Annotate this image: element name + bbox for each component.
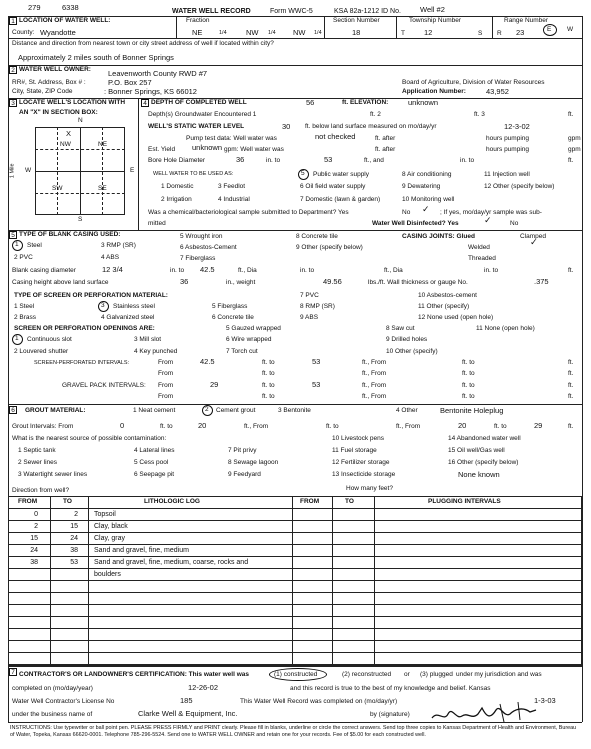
pump-gpm: gpm [568, 135, 581, 142]
use-11: 11 Injection well [484, 171, 530, 178]
gravel-ft-to-3: ft. to [262, 393, 275, 400]
grout-ft-to: ft. to [160, 423, 173, 430]
quarter-3: NW [293, 28, 306, 37]
grout-intervals-label: Grout Intervals: From [12, 423, 74, 430]
casing-height-label: Casing height above land surface [12, 279, 109, 286]
pump-test-value: not checked [315, 132, 356, 141]
casing-type-label: TYPE OF BLANK CASING USED: [19, 231, 121, 238]
gravel-ft-to: ft. to [262, 382, 275, 389]
signature [430, 700, 540, 724]
mile-label: 1 Mile [9, 163, 16, 179]
contam-5: 5 Cess pool [134, 459, 169, 466]
disinfected-yes-check: ✓ [484, 216, 492, 226]
depth-label: DEPTH OF COMPLETED WELL [151, 99, 247, 106]
log-row-from: 15 [30, 535, 38, 542]
yield-ft-after: ft. after [375, 146, 396, 153]
perf-ft-to-4: ft. to [462, 370, 475, 377]
section-4-number: 4 [141, 99, 149, 107]
contam-other-value: None known [458, 470, 500, 479]
log-header-lithologic: LITHOLOGIC LOG [144, 498, 200, 505]
board-label: Board of Agriculture, Division of Water Resources [402, 79, 545, 86]
bore-label: Bore Hole Diameter [148, 157, 206, 164]
casing-9: 9 Other (specify below) [296, 244, 363, 251]
bore-diameter: 36 [236, 155, 245, 164]
grout-ft-from-2: ft., From [396, 423, 421, 430]
section-number-label: Section Number [333, 17, 380, 24]
grout-2-number: 2 [205, 406, 209, 413]
screen-6: 6 Concrete tile [212, 314, 254, 321]
locate-label: LOCATE WELL'S LOCATION WITH [19, 99, 126, 106]
screen-12: 12 None used (open hole) [418, 314, 494, 321]
address-label: RR#, St. Address, Box # : [12, 79, 86, 86]
yield-rest: gpm: Well water was [224, 146, 284, 153]
use-3: 3 Feedlot [218, 183, 246, 190]
cert-true: and this record is true to the best of my knowledge and belief. Kansas [290, 685, 491, 692]
casing-1-number: 1 [15, 241, 19, 248]
chem-mitted: mitted [148, 220, 166, 227]
quarter-1: NE [192, 28, 203, 37]
fraction-label: Fraction [186, 17, 210, 24]
grid-e: E [130, 167, 135, 174]
joints-threaded: Threaded [468, 255, 496, 262]
owner-value: Leavenworth County RWD #7 [108, 69, 208, 78]
quarter-2: NW [246, 28, 259, 37]
section-3-number: 3 [9, 99, 17, 107]
static-level-label: WELL'S STATIC WATER LEVEL [148, 123, 245, 130]
contam-6: 6 Seepage pit [134, 471, 175, 478]
grout-ft-to-2: ft. to [326, 423, 339, 430]
bore-to: 53 [324, 155, 333, 164]
section-number: 18 [352, 28, 361, 37]
screen-11: 11 Other (specify) [418, 303, 470, 310]
grid-se: SE [98, 185, 107, 192]
township-value: 12 [424, 28, 433, 37]
gw-ft2: ft. 2 [370, 111, 381, 118]
pump-ft-after: ft. after [375, 135, 396, 142]
contam-9: 9 Feedyard [228, 471, 261, 478]
bore-ft-end: ft. [568, 157, 574, 164]
application-value: 43,952 [486, 87, 509, 96]
elevation-value: unknown [408, 98, 439, 107]
elevation-label: ft. ELEVATION: [342, 99, 389, 106]
contam-12: 12 Fertilizer storage [332, 459, 390, 466]
range-label: Range Number [504, 17, 549, 24]
gravel-from-label: From [158, 382, 174, 389]
township-s: S [478, 30, 483, 37]
range-e: E [547, 26, 552, 33]
grid-s: S [78, 216, 83, 223]
screen-7: 7 PVC [300, 292, 319, 299]
casing-in-to: in. to [170, 267, 185, 274]
joints-welded: Welded [468, 244, 490, 251]
contam-7: 7 Pit privy [228, 447, 257, 454]
opening-1-label: Continuous slot [27, 336, 72, 343]
log-row-from: 0 [34, 511, 38, 518]
license-label: Water Well Contractor's License No [12, 698, 115, 705]
well-number: Well #2 [420, 5, 445, 14]
log-row-from: 2 [34, 523, 38, 530]
log-row-to: 53 [70, 559, 78, 566]
county-label: County: [12, 29, 35, 36]
log-row-description: Sand and gravel, fine, medium [94, 547, 189, 554]
log-row-description: Clay, black [94, 523, 128, 530]
opening-3: 3 Mill slot [134, 336, 162, 343]
contam-16: 16 Other (specify below) [448, 459, 519, 466]
casing-ft-dia-2: ft., Dia [384, 267, 403, 274]
contam-14: 14 Abandoned water well [448, 435, 521, 442]
perf-ft-to: ft. to [262, 359, 275, 366]
use-4: 4 Industrial [218, 196, 250, 203]
grout-from-3: 20 [458, 421, 467, 430]
use-7: 7 Domestic (lawn & garden) [300, 196, 381, 203]
casing-height: 36 [180, 277, 189, 286]
use-2: 2 Irrigation [161, 196, 192, 203]
screen-1: 1 Steel [14, 303, 35, 310]
gravel-ft-to-4: ft. to [462, 393, 475, 400]
log-row-to: 15 [70, 523, 78, 530]
gw-ft3: ft. 3 [474, 111, 485, 118]
log-row-from: 38 [30, 559, 38, 566]
screen-material-label: TYPE OF SCREEN OR PERFORATION MATERIAL: [14, 292, 168, 299]
contam-10: 10 Livestock pens [332, 435, 385, 442]
grout-other-value: Bentonite Holeplug [440, 406, 504, 415]
quarter-unit-3: 1/4 [314, 30, 322, 36]
cert-or: or [404, 671, 410, 678]
use-label: WELL WATER TO BE USED AS: [153, 171, 234, 177]
depth-value: 56 [306, 98, 315, 107]
log-row-description: boulders [94, 571, 121, 578]
grout-3: 3 Bentonite [278, 407, 311, 414]
bore-in-to-2: in. to [460, 157, 475, 164]
perf-to: 53 [312, 357, 321, 366]
application-label: Application Number: [402, 88, 466, 95]
log-header-from-2: FROM [300, 498, 320, 505]
screen-5: 5 Fiberglass [212, 303, 248, 310]
use-12: 12 Other (specify below) [484, 183, 555, 190]
casing-wall-label: lbs./ft. Wall thickness or gauge No. [368, 279, 468, 286]
completed-label: completed on (mo/day/year) [12, 685, 93, 692]
form-title: WATER WELL RECORD [172, 8, 251, 15]
grid-ne: NE [98, 141, 108, 148]
use-10: 10 Monitoring well [402, 196, 455, 203]
gravel-ft: ft. [568, 382, 574, 389]
perf-from-label-2: From [158, 370, 174, 377]
use-5-label: Public water supply [313, 171, 369, 178]
openings-label: SCREEN OR PERFORATION OPENINGS ARE: [14, 325, 155, 332]
disinfected-label: Water Well Disinfected? Yes [372, 220, 459, 227]
perf-ft-to-3: ft. to [262, 370, 275, 377]
log-row-to: 24 [70, 535, 78, 542]
contam-11: 11 Fuel storage [332, 447, 377, 454]
contam-2: 2 Sewer lines [18, 459, 58, 466]
casing-in-to-2: in. to [300, 267, 315, 274]
opening-8: 8 Saw cut [386, 325, 415, 332]
casing-diameter-label: Blank casing diameter [12, 267, 76, 274]
screen-9: 9 ABS [300, 314, 319, 321]
form-ref-1: 279 [28, 3, 41, 12]
casing-ft: ft. [568, 267, 574, 274]
opening-4: 4 Key punched [134, 348, 178, 355]
completed-date: 12-26-02 [188, 683, 219, 692]
distance-label: Distance and direction from nearest town or city street address of well if located within city? [12, 40, 274, 47]
grout-ft-from: ft., From [244, 423, 269, 430]
casing-1-label: Steel [27, 242, 42, 249]
perf-from: 42.5 [200, 357, 215, 366]
casing-to: 42.5 [200, 265, 215, 274]
casing-ft-dia: ft., Dia [238, 267, 257, 274]
county-value: Wyandotte [40, 28, 76, 37]
instructions: INSTRUCTIONS: Use typewriter or ball point pen. PLEASE PRESS FIRMLY and PRINT clearly. Please fill in blanks, underline or circle the correct answers. Send top three copies to Kansas Department of Health and Environment, Bureau of Water, Topeka, Kansas 66620-0001. Telephone 785-296-5524. Send one to WATER WELL OWNER and retain one for your records. Fee of $5.00 for each constructed well. [10, 725, 577, 738]
township-label: Township Number [409, 17, 462, 24]
log-row-description: Clay, gray [94, 535, 125, 542]
city-label: City, State, ZIP Code [12, 88, 73, 95]
locate-label-2: AN "X" IN SECTION BOX: [19, 109, 98, 116]
grid-w: W [25, 167, 32, 174]
contam-3: 3 Watertight sewer lines [18, 471, 88, 478]
chem-sample-label: Was a chemical/bacteriological sample submitted to Department? Yes [148, 209, 349, 216]
casing-weight: 49.56 [323, 277, 342, 286]
log-row-description: Topsoil [94, 511, 116, 518]
casing-7: 7 Fiberglass [180, 255, 216, 262]
section-2-number: 2 [9, 66, 17, 74]
contam-15: 15 Oil well/Gas well [448, 447, 505, 454]
disinfected-no: No [510, 220, 519, 227]
section-5-number: 5 [9, 231, 17, 239]
opening-11: 11 None (open hole) [476, 325, 535, 332]
opening-6: 6 Wire wrapped [226, 336, 272, 343]
casing-weight-label: in., weight [226, 279, 256, 286]
opening-1-number: 1 [15, 335, 19, 342]
perforated-intervals-label: SCREEN-PERFORATED INTERVALS: [34, 360, 130, 366]
casing-diameter: 12 3/4 [102, 265, 123, 274]
gravel-ft-2: ft. [568, 393, 574, 400]
opening-9: 9 Drilled holes [386, 336, 428, 343]
record-date: 1-3-03 [534, 696, 556, 705]
screen-10: 10 Asbestos-cement [418, 292, 477, 299]
cert-plugged: (3) plugged [420, 671, 453, 678]
business-name: Clarke Well & Equipment, Inc. [138, 709, 238, 718]
use-5-number: 5 [301, 170, 305, 177]
grout-label: GROUT MATERIAL: [25, 407, 86, 414]
how-many-feet-label: How many feet? [346, 485, 393, 492]
grid-n: N [78, 117, 83, 124]
screen-2: 2 Brass [14, 314, 37, 321]
pump-test-label: Pump test data: Well water was [186, 135, 277, 142]
gravel-ft-from-2: ft., From [362, 393, 387, 400]
gravel-ft-from: ft., From [362, 382, 387, 389]
casing-joints-label: CASING JOINTS: Glued [402, 233, 475, 240]
gw-ft: ft. [568, 111, 574, 118]
perf-ft: ft. [568, 359, 574, 366]
signature-label: by (signature) [370, 711, 410, 718]
joints-clamped: Clamped [520, 233, 547, 240]
use-9: 9 Dewatering [402, 183, 441, 190]
chem-rest: ; If yes, mo/day/yr sample was sub- [440, 209, 542, 216]
opening-7: 7 Torch cut [226, 348, 258, 355]
casing-in-to-3: in. to [484, 267, 499, 274]
yield-gpm: gpm [568, 146, 581, 153]
gravel-from-label-2: From [158, 393, 174, 400]
screen-3-number: 3 [101, 302, 105, 309]
cert-constructed: (1) constructed [274, 671, 318, 678]
grout-2-label: Cement grout [216, 407, 256, 414]
welded-check: ✓ [530, 238, 538, 248]
license-number: 185 [180, 696, 193, 705]
range-r: R [497, 30, 502, 37]
yield-value: unknown [192, 143, 223, 152]
contamination-label: What is the nearest source of possible contamination: [12, 435, 167, 442]
range-w: W [567, 26, 574, 33]
cert-reconstructed: (2) reconstructed [342, 671, 392, 678]
log-row-from: 24 [30, 547, 38, 554]
log-header-plugging: PLUGGING INTERVALS [428, 498, 501, 505]
casing-gauge: .375 [534, 277, 549, 286]
use-8: 8 Air conditioning [402, 171, 452, 178]
yield-label: Est. Yield [148, 146, 176, 153]
section-1-number: 1 [9, 17, 17, 25]
pump-hours: hours pumping [486, 135, 529, 142]
static-rest: ft. below land surface measured on mo/day/yr [305, 123, 437, 130]
screen-3-label: Stainless steel [113, 303, 155, 310]
opening-2: 2 Louvered shutter [14, 348, 69, 355]
grout-ft: ft. [568, 423, 574, 430]
perf-ft-to-2: ft. to [462, 359, 475, 366]
city-value: : Bonner Springs, KS 66012 [104, 87, 197, 96]
grid-nw: NW [60, 141, 71, 148]
casing-2: 2 PVC [14, 254, 33, 261]
contam-4: 4 Lateral lines [134, 447, 175, 454]
distance-value: Approximately 2 miles south of Bonner Springs [18, 53, 174, 62]
contam-1: 1 Septic tank [18, 447, 56, 454]
address-value: P.O. Box 257 [108, 78, 152, 87]
casing-3: 3 RMP (SR) [101, 242, 136, 249]
grout-4: 4 Other [396, 407, 418, 414]
perf-from-label: From [158, 359, 174, 366]
quarter-unit-1: 1/4 [219, 30, 227, 36]
log-header-from: FROM [18, 498, 38, 505]
chem-no-check: ✓ [422, 205, 430, 215]
log-header-to-2: TO [345, 498, 354, 505]
ksa-id: KSA 82a-1212 ID No. [334, 8, 401, 15]
use-6: 6 Oil field water supply [300, 183, 366, 190]
yield-hours: hours pumping [486, 146, 529, 153]
form-ref-2: 6338 [62, 3, 79, 12]
casing-8: 8 Concrete tile [296, 233, 338, 240]
static-level-value: 30 [282, 122, 291, 131]
static-date: 12-3-02 [504, 122, 530, 131]
contam-13: 13 Insecticide storage [332, 471, 396, 478]
form-number: Form WWC-5 [270, 8, 313, 15]
screen-8: 8 RMP (SR) [300, 303, 335, 310]
perf-ft-2: ft. [568, 370, 574, 377]
quarter-unit-2: 1/4 [268, 30, 276, 36]
section-6-number: 6 [9, 406, 17, 414]
township-t: T [401, 30, 405, 37]
business-label: under the business name of [12, 711, 93, 718]
log-row-description: Sand and gravel, fine, medium, coarse, rocks and [94, 559, 249, 566]
casing-5: 5 Wrought iron [180, 233, 223, 240]
location-mark-x: X [66, 129, 72, 138]
log-row-to: 38 [70, 547, 78, 554]
grout-ft-to-3: ft. to [494, 423, 507, 430]
section-7-number: 7 [9, 668, 17, 676]
contam-8: 8 Sewage lagoon [228, 459, 279, 466]
log-row-to: 2 [74, 511, 78, 518]
gravel-to: 53 [312, 380, 321, 389]
gravel-intervals-label: GRAVEL PACK INTERVALS: [62, 382, 146, 389]
owner-label: WATER WELL OWNER: [19, 66, 91, 73]
gravel-ft-to-2: ft. to [462, 382, 475, 389]
grout-from: 0 [120, 421, 125, 430]
perf-ft-from-2: ft., From [362, 370, 387, 377]
grid-sw: SW [52, 185, 63, 192]
record-completed-label: This Water Well Record was completed on (mo/day/yr) [240, 698, 398, 705]
chem-no: No [402, 209, 411, 216]
screen-4: 4 Galvanized steel [101, 314, 155, 321]
direction-label: Direction from well? [12, 487, 70, 494]
log-header-to: TO [63, 498, 72, 505]
certification-label: CONTRACTOR'S OR LANDOWNER'S CERTIFICATION: This water well was [19, 671, 250, 678]
use-1: 1 Domestic [161, 183, 194, 190]
grout-to-3: 29 [534, 421, 543, 430]
range-value: 23 [516, 28, 525, 37]
grout-to: 20 [198, 421, 207, 430]
groundwater-label: Depth(s) Groundwater Encountered 1 [148, 111, 257, 118]
casing-4: 4 ABS [101, 254, 120, 261]
casing-6: 6 Asbestos-Cement [180, 244, 237, 251]
perf-ft-from: ft., From [362, 359, 387, 366]
location-label: LOCATION OF WATER WELL: [19, 17, 111, 24]
gravel-from: 29 [210, 380, 219, 389]
opening-5: 5 Gauzed wrapped [226, 325, 281, 332]
bore-ft-and: ft., and [364, 157, 384, 164]
bore-in-to: in. to [266, 157, 281, 164]
cert-rest: under my jurisdiction and was [456, 671, 542, 678]
grout-1: 1 Neat cement [133, 407, 176, 414]
opening-10: 10 Other (specify) [386, 348, 438, 355]
